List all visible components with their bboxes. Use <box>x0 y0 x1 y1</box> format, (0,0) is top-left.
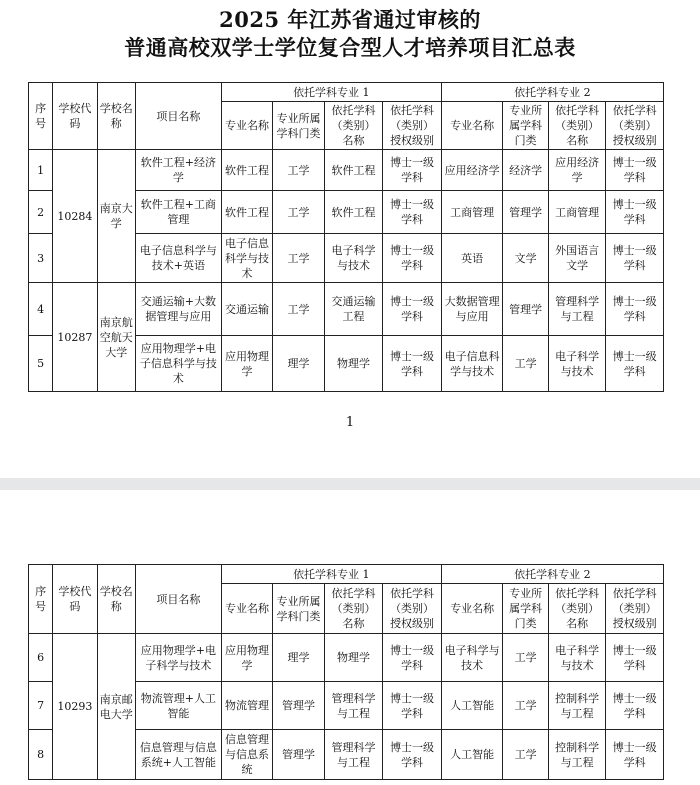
header-major2-category: 专业所属学科门类 <box>503 584 548 634</box>
row-project-name: 应用物理学+电子信息科学与技术 <box>135 336 221 392</box>
header-major1-name: 专业名称 <box>221 584 272 634</box>
header-major1-discipline: 依托学科（类别）名称 <box>324 584 383 634</box>
row-major2-discipline: 控制科学与工程 <box>548 730 606 780</box>
row-major2-auth: 博士一级学科 <box>606 730 664 780</box>
header-major2-category: 专业所属学科门类 <box>503 102 548 150</box>
row-seq: 8 <box>29 730 53 780</box>
row-major2-name: 电子科学与技术 <box>441 634 503 682</box>
header-major2-discipline: 依托学科（类别）名称 <box>548 584 606 634</box>
row-school-code: 10287 <box>53 283 97 392</box>
row-major2-category: 工学 <box>503 634 548 682</box>
row-major1-category: 理学 <box>273 336 324 392</box>
row-major2-discipline: 应用经济学 <box>548 150 606 191</box>
row-project-name: 交通运输+大数据管理与应用 <box>135 283 221 336</box>
row-major2-discipline: 电子科学与技术 <box>548 634 606 682</box>
row-major1-category: 工学 <box>273 191 324 234</box>
row-seq: 5 <box>29 336 53 392</box>
row-project-name: 信息管理与信息系统+人工智能 <box>135 730 221 780</box>
row-major1-auth: 博士一级学科 <box>383 150 442 191</box>
row-major1-auth: 博士一级学科 <box>383 336 442 392</box>
row-major2-auth: 博士一级学科 <box>606 150 664 191</box>
row-project-name: 软件工程+工商管理 <box>135 191 221 234</box>
page-separator <box>0 478 700 490</box>
header-major1-category: 专业所属学科门类 <box>273 102 324 150</box>
row-seq: 4 <box>29 283 53 336</box>
row-major1-discipline: 软件工程 <box>324 150 383 191</box>
row-major2-name: 英语 <box>441 234 503 283</box>
row-major1-auth: 博士一级学科 <box>383 283 442 336</box>
table-row <box>29 283 664 336</box>
row-major1-category: 工学 <box>273 283 324 336</box>
row-project-name: 软件工程+经济学 <box>135 150 221 191</box>
row-major1-name: 应用物理学 <box>221 336 272 392</box>
row-seq: 1 <box>29 150 53 191</box>
page-number: 1 <box>345 415 355 430</box>
project-table-page1 <box>28 82 664 392</box>
row-major1-name: 交通运输 <box>221 283 272 336</box>
header-major1-auth: 依托学科（类别）授权级别 <box>383 102 442 150</box>
row-major1-auth: 博士一级学科 <box>383 730 442 780</box>
row-major1-auth: 博士一级学科 <box>383 191 442 234</box>
row-major2-auth: 博士一级学科 <box>606 283 664 336</box>
row-major1-name: 软件工程 <box>221 191 272 234</box>
row-major1-name: 信息管理与信息系统 <box>221 730 272 780</box>
row-major1-name: 应用物理学 <box>221 634 272 682</box>
row-major1-category: 工学 <box>273 234 324 283</box>
row-major2-category: 管理学 <box>503 283 548 336</box>
row-major1-category: 理学 <box>273 634 324 682</box>
table-row <box>29 634 664 682</box>
table-row <box>29 150 664 191</box>
row-major1-category: 工学 <box>273 150 324 191</box>
header-major1-discipline: 依托学科（类别）名称 <box>324 102 383 150</box>
header-major2-group: 依托学科专业 2 <box>441 83 663 102</box>
row-major2-auth: 博士一级学科 <box>606 191 664 234</box>
row-project-name: 电子信息科学与技术+英语 <box>135 234 221 283</box>
document-title-line1: 2025 年江苏省通过审核的 <box>219 7 481 32</box>
row-major1-name: 电子信息科学与技术 <box>221 234 272 283</box>
header-major1-name: 专业名称 <box>221 102 272 150</box>
row-project-name: 应用物理学+电子科学与技术 <box>135 634 221 682</box>
row-major2-discipline: 控制科学与工程 <box>548 682 606 730</box>
header-major2-name: 专业名称 <box>441 584 503 634</box>
header-project-name: 项目名称 <box>135 83 221 150</box>
row-major2-name: 电子信息科学与技术 <box>441 336 503 392</box>
header-major2-auth: 依托学科（类别）授权级别 <box>606 102 664 150</box>
row-major2-discipline: 工商管理 <box>548 191 606 234</box>
row-project-name: 物流管理+人工智能 <box>135 682 221 730</box>
row-school-name: 南京航空航天大学 <box>97 283 135 392</box>
row-major1-name: 物流管理 <box>221 682 272 730</box>
row-major2-category: 经济学 <box>503 150 548 191</box>
row-major2-category: 工学 <box>503 730 548 780</box>
row-major2-category: 工学 <box>503 336 548 392</box>
row-major1-discipline: 管理科学与工程 <box>324 730 383 780</box>
header-major1-category: 专业所属学科门类 <box>273 584 324 634</box>
row-major2-category: 管理学 <box>503 191 548 234</box>
document-page-2 <box>0 490 700 785</box>
row-major2-auth: 博士一级学科 <box>606 682 664 730</box>
row-seq: 2 <box>29 191 53 234</box>
row-major2-category: 工学 <box>503 682 548 730</box>
row-major1-discipline: 物理学 <box>324 634 383 682</box>
header-school-name: 学校名称 <box>97 565 135 634</box>
row-school-name: 南京大学 <box>97 150 135 283</box>
row-major1-category: 管理学 <box>273 682 324 730</box>
row-major2-name: 大数据管理与应用 <box>441 283 503 336</box>
row-major2-name: 人工智能 <box>441 730 503 780</box>
row-major1-auth: 博士一级学科 <box>383 682 442 730</box>
row-major1-auth: 博士一级学科 <box>383 634 442 682</box>
header-project-name: 项目名称 <box>135 565 221 634</box>
header-major2-discipline: 依托学科（类别）名称 <box>548 102 606 150</box>
header-major2-name: 专业名称 <box>441 102 503 150</box>
row-major1-auth: 博士一级学科 <box>383 234 442 283</box>
row-major2-name: 应用经济学 <box>441 150 503 191</box>
header-major1-group: 依托学科专业 1 <box>221 83 441 102</box>
document-title-line2: 普通高校双学士学位复合型人才培养项目汇总表 <box>124 35 576 60</box>
row-major1-discipline: 物理学 <box>324 336 383 392</box>
header-school-code: 学校代码 <box>53 565 97 634</box>
row-major1-category: 管理学 <box>273 730 324 780</box>
header-major1-group: 依托学科专业 1 <box>221 565 441 584</box>
row-major1-discipline: 管理科学与工程 <box>324 682 383 730</box>
row-major2-discipline: 管理科学与工程 <box>548 283 606 336</box>
row-major1-discipline: 软件工程 <box>324 191 383 234</box>
header-seq: 序号 <box>29 565 53 634</box>
header-major2-group: 依托学科专业 2 <box>441 565 663 584</box>
row-school-code: 10284 <box>53 150 97 283</box>
row-seq: 3 <box>29 234 53 283</box>
row-major1-discipline: 交通运输工程 <box>324 283 383 336</box>
project-table-page2 <box>28 564 664 780</box>
header-school-code: 学校代码 <box>53 83 97 150</box>
row-seq: 7 <box>29 682 53 730</box>
header-major1-auth: 依托学科（类别）授权级别 <box>383 584 442 634</box>
row-seq: 6 <box>29 634 53 682</box>
row-school-code: 10293 <box>53 634 97 780</box>
row-school-name: 南京邮电大学 <box>97 634 135 780</box>
row-major2-discipline: 电子科学与技术 <box>548 336 606 392</box>
row-major1-discipline: 电子科学与技术 <box>324 234 383 283</box>
header-seq: 序号 <box>29 83 53 150</box>
row-major2-auth: 博士一级学科 <box>606 336 664 392</box>
row-major2-discipline: 外国语言文学 <box>548 234 606 283</box>
header-major2-auth: 依托学科（类别）授权级别 <box>606 584 664 634</box>
row-major2-auth: 博士一级学科 <box>606 634 664 682</box>
row-major2-name: 工商管理 <box>441 191 503 234</box>
header-school-name: 学校名称 <box>97 83 135 150</box>
row-major2-category: 文学 <box>503 234 548 283</box>
row-major2-auth: 博士一级学科 <box>606 234 664 283</box>
row-major2-name: 人工智能 <box>441 682 503 730</box>
row-major1-name: 软件工程 <box>221 150 272 191</box>
